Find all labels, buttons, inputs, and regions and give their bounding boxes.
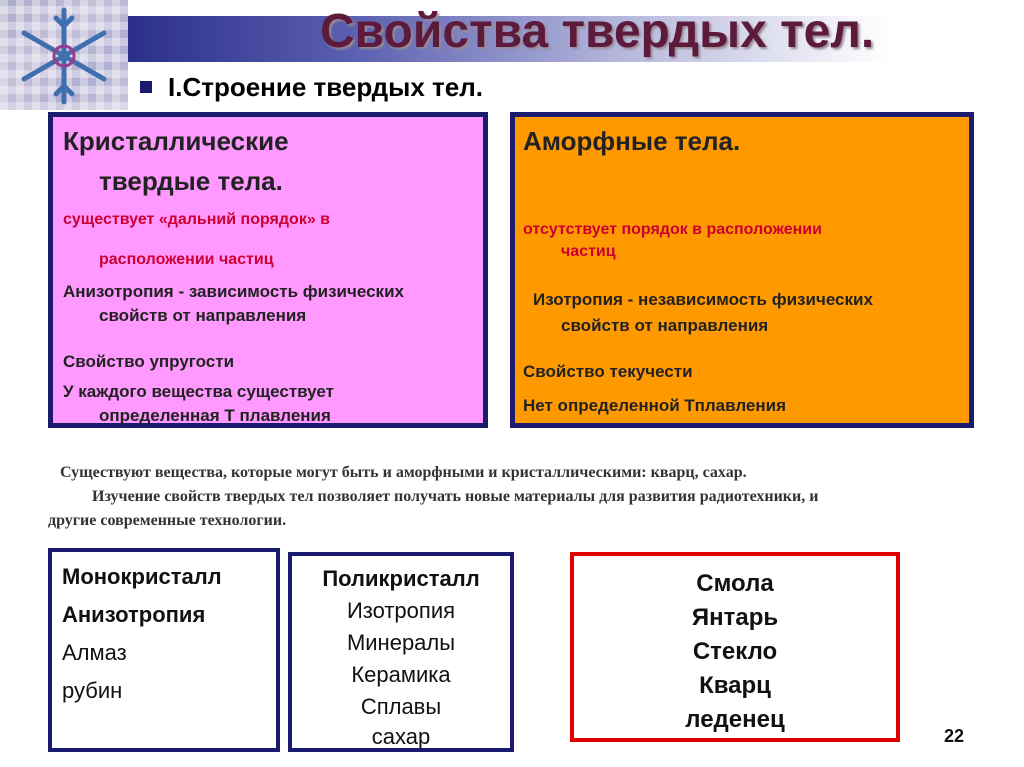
amorphous-melting: Нет определенной Тплавления	[523, 396, 786, 415]
page-title: Свойства твердых тел.	[320, 5, 875, 58]
crystalline-heading-2: твердые тела.	[99, 166, 283, 196]
crystalline-order-2: расположении частиц	[99, 251, 274, 268]
crystalline-melting-2: определенная Т плавления	[99, 406, 331, 425]
poly-line-5: Сплавы	[360, 694, 442, 719]
bullet-icon	[140, 81, 152, 93]
subtitle-text: I.Строение твердых тел.	[168, 72, 483, 102]
crystalline-anisotropy-2: свойств от направления	[99, 306, 307, 325]
crystalline-anisotropy-1: Анизотропия - зависимость физических	[63, 282, 404, 301]
amorph-line-5: леденец	[685, 706, 785, 733]
mono-line-1: Монокристалл	[62, 564, 222, 589]
snowflake-decoration	[0, 0, 128, 110]
poly-line-4: Керамика	[351, 662, 451, 687]
amorph-line-3: Стекло	[692, 638, 778, 665]
page-number: 22	[944, 726, 965, 746]
mono-line-3: Алмаз	[62, 640, 127, 665]
paragraph-line-2: Изучение свойств твердых тел позволяет получать новые материалы для развития радиотехники, и	[92, 488, 819, 505]
amorphous-fluidity: Свойство текучести	[523, 362, 693, 381]
poly-line-1: Поликристалл	[322, 566, 480, 591]
amorphous-box	[510, 112, 974, 428]
crystalline-elasticity: Свойство упругости	[63, 352, 235, 371]
monocrystal-box	[48, 548, 280, 752]
amorph-line-2: Янтарь	[691, 604, 779, 631]
amorph-line-1: Смола	[696, 570, 774, 597]
subtitle	[140, 72, 483, 103]
mono-line-4: рубин	[62, 678, 123, 703]
paragraph-line-1: Существуют вещества, которые могут быть и аморфными и кристаллическими: кварц, сахар.	[60, 464, 747, 481]
poly-line-2: Изотропия	[346, 598, 456, 623]
amorphous-order-1: отсутствует порядок в расположении	[523, 221, 822, 238]
amorphous-list-box	[570, 552, 900, 742]
poly-line-3: Минералы	[346, 630, 456, 655]
crystalline-box	[48, 112, 488, 428]
poly-line-6: сахар	[371, 724, 431, 749]
amorphous-isotropy-1: Изотропия - независимость физических	[533, 290, 873, 309]
crystalline-melting-1: У каждого вещества существует	[63, 382, 334, 401]
crystalline-heading-1: Кристаллические	[63, 126, 289, 156]
amorphous-heading: Аморфные тела.	[523, 126, 741, 156]
snowflake-icon	[6, 4, 122, 108]
crystalline-order-1: существует «дальний порядок» в	[63, 211, 330, 228]
amorph-line-4: Кварц	[699, 672, 771, 699]
amorphous-order-2: частиц	[561, 243, 616, 260]
paragraph-line-3: другие современные технологии.	[48, 512, 287, 529]
amorphous-isotropy-2: свойств от направления	[561, 316, 769, 335]
mono-line-2: Анизотропия	[62, 602, 206, 627]
polycrystal-box	[288, 552, 514, 752]
